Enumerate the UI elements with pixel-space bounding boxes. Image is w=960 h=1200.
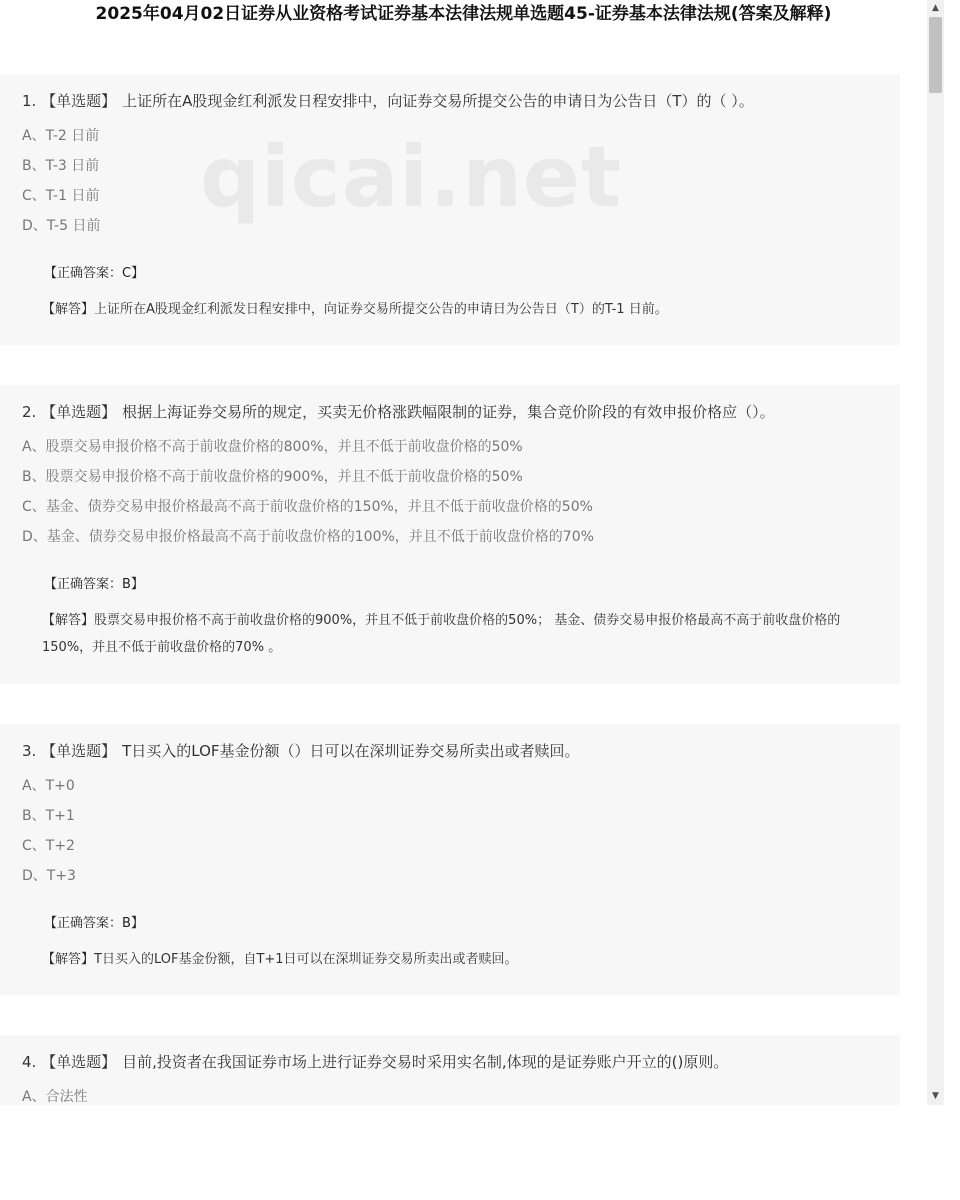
option-a[interactable]: A、股票交易申报价格不高于前收盘价格的800%，并且不低于前收盘价格的50% [22, 439, 523, 455]
question-text: 根据上海证券交易所的规定，买卖无价格涨跌幅限制的证券，集合竞价阶段的有效申报价格应（）。 [122, 403, 775, 421]
option-c[interactable]: C、T-1 日前 [22, 188, 100, 204]
question-card-2 [0, 385, 900, 684]
question-4-title [22, 1052, 728, 1072]
option-b[interactable]: B、T+1 [22, 808, 75, 824]
question-card-3 [0, 724, 900, 995]
question-text: 目前,投资者在我国证券市场上进行证券交易时采用实名制,体现的是证券账户开立的()原则。 [122, 1053, 729, 1071]
question-card-1 [0, 74, 900, 345]
explanation-text: 股票交易申报价格不高于前收盘价格的900%，并且不低于前收盘价格的50%； 基金、债券交易申报价格最高不高于前收盘价格的150%，并且不低于前收盘价格的70% 。 [42, 613, 841, 655]
explanation-text: 上证所在A股现金红利派发日程安排中，向证券交易所提交公告的申请日为公告日（T）的T-1 日前。 [94, 302, 668, 317]
vertical-scrollbar[interactable] [927, 0, 944, 1105]
option-a[interactable]: A、T+0 [22, 778, 75, 794]
question-type-tag: 【单选题】 [41, 742, 117, 760]
page-title: 2025年04月02日证券从业资格考试证券基本法律法规单选题45-证券基本法律法规(答案及解释) [95, 4, 832, 24]
question-number: 4. [22, 1053, 37, 1071]
explanation-label: 【解答】 [42, 952, 95, 967]
option-a[interactable]: A、合法性 [22, 1089, 88, 1105]
question-1-title [22, 91, 754, 111]
option-b[interactable]: B、股票交易申报价格不高于前收盘价格的900%，并且不低于前收盘价格的50% [22, 469, 523, 485]
question-text: T日买入的LOF基金份额（）日可以在深圳证券交易所卖出或者赎回。 [122, 742, 580, 760]
explanation-text: T日买入的LOF基金份额，自T+1日可以在深圳证券交易所卖出或者赎回。 [94, 952, 518, 967]
option-b[interactable]: B、T-3 日前 [22, 158, 100, 174]
option-c[interactable]: C、基金、债券交易申报价格最高不高于前收盘价格的150%，并且不低于前收盘价格的50% [22, 499, 593, 515]
correct-answer: 【正确答案：C】 [44, 266, 145, 281]
option-a[interactable]: A、T-2 日前 [22, 128, 100, 144]
question-type-tag: 【单选题】 [41, 403, 117, 421]
explanation [42, 296, 872, 323]
question-number: 1. [22, 92, 37, 110]
option-d[interactable]: D、基金、债券交易申报价格最高不高于前收盘价格的100%，并且不低于前收盘价格的70% [22, 529, 594, 545]
option-d[interactable]: D、T+3 [22, 868, 76, 884]
question-3-title [22, 741, 580, 761]
scroll-down-icon[interactable]: ▼ [932, 1091, 939, 1101]
watermark: qicai.net [200, 128, 623, 226]
question-type-tag: 【单选题】 [41, 92, 117, 110]
option-d[interactable]: D、T-5 日前 [22, 218, 101, 234]
question-2-title [22, 402, 775, 422]
explanation [42, 607, 872, 661]
correct-answer: 【正确答案：B】 [44, 577, 144, 592]
explanation-label: 【解答】 [42, 613, 95, 628]
question-type-tag: 【单选题】 [41, 1053, 117, 1071]
explanation-label: 【解答】 [42, 302, 95, 317]
question-number: 2. [22, 403, 37, 421]
explanation [42, 946, 872, 973]
scroll-up-icon[interactable]: ▲ [932, 3, 939, 13]
question-card-4 [0, 1035, 900, 1105]
scrollbar-thumb[interactable] [929, 17, 942, 93]
question-text: 上证所在A股现金红利派发日程安排中，向证券交易所提交公告的申请日为公告日（T）的（ ）。 [122, 92, 754, 110]
option-c[interactable]: C、T+2 [22, 838, 75, 854]
correct-answer: 【正确答案：B】 [44, 916, 144, 931]
question-number: 3. [22, 742, 37, 760]
